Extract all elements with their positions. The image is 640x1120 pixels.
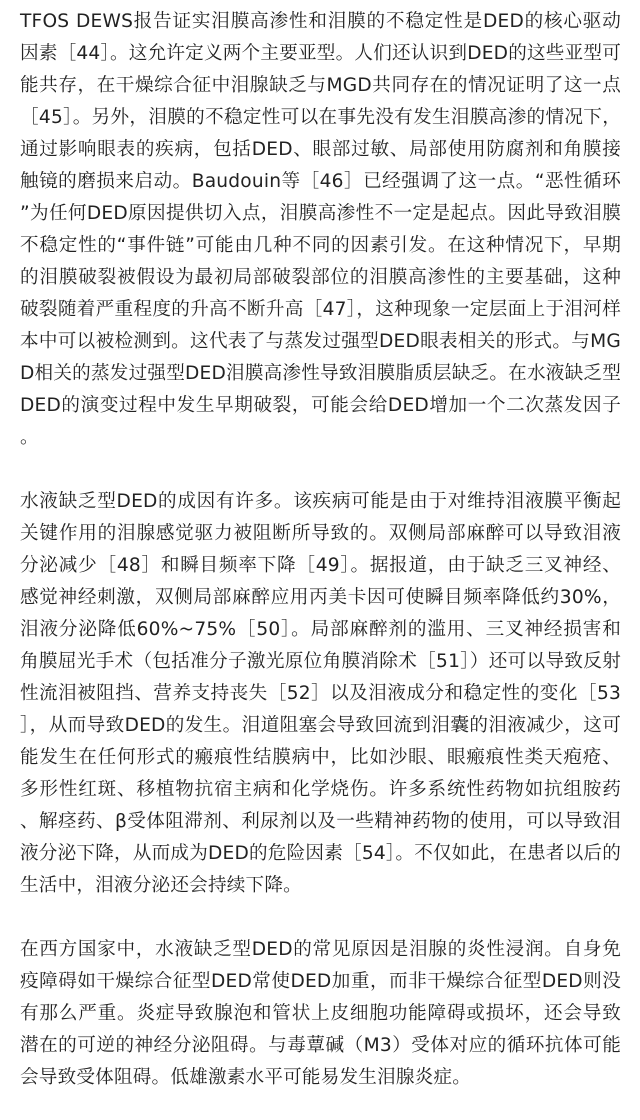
paragraph-aqueous-deficient-causes: 水液缺乏型DED的成因有许多。该疾病可能是由于对维持泪液膜平衡起关键作用的泪腺感觉驱力被阻断所导致的。双侧局部麻醉可以导致泪液分泌减少［48］和瞬目频率下降［49］。据报道，由于缺乏三叉神经、感觉神经刺激，双侧局部麻醉应用丙美卡因可使瞬目频率降低约30%，泪液分泌降低60%~75%［50］。局部麻醉剂的滥用、三叉神经损害和角膜屈光手术（包括准分子激光原位角膜消除术［51］）还可以导致反射性流泪被阻挡、营养支持丧失［52］以及泪液成分和稳定性的变化［53］，从而导致DED的发生。泪道阻塞会导致回流到泪囊的泪液减少，这可能发生在任何形式的瘢痕性结膜病中，比如沙眼、眼瘢痕性类天疱疮、多形性红斑、移植物抗宿主病和化学烧伤。许多系统性药物如抗组胺药、解痉药、β受体阻滞剂、利尿剂以及一些精神药物的使用，可以导致泪液分泌下降，从而成为DED的危险因素［54］。不仅如此，在患者以后的生活中，泪液分泌还会持续下降。 xyxy=(20,491,621,896)
paragraph-lacrimal-inflammation: 在西方国家中，水液缺乏型DED的常见原因是泪腺的炎性浸润。自身免疫障碍如干燥综合征型DED常使DED加重，而非干燥综合征型DED则没有那么严重。炎症导致腺泡和管状上皮细胞功能障碍或损坏，还会导致潜在的可逆的神经分泌阻碍。与毒蕈碱（M3）受体对应的循环抗体可能会导致受体阻碍。低雄激素水平可能易发生泪腺炎症。 xyxy=(20,939,621,1088)
paragraph-tear-film-hyperosmolarity: TFOS DEWS报告证实泪膜高渗性和泪膜的不稳定性是DED的核心驱动因素［44］。这允许定义两个主要亚型。人们还认识到DED的这些亚型可能共存，在干燥综合征中泪腺缺乏与MGD共同存在的情况证明了这一点［45］。另外，泪膜的不稳定性可以在事先没有发生泪膜高渗的情况下，通过影响眼表的疾病，包括DED、眼部过敏、局部使用防腐剂和角膜接触镜的磨损来启动。Baudouin等［46］已经强调了这一点。“恶性循环”为任何DED原因提供切入点，泪膜高渗性不一定是起点。因此导致泪膜不稳定性的“事件链”可能由几种不同的因素引发。在这种情况下，早期的泪膜破裂被假设为最初局部破裂部位的泪膜高渗性的主要基础，这种破裂随着严重程度的升高不断升高［47］，这种现象一定层面上于泪河样本中可以被检测到。这代表了与蒸发过强型DED眼表相关的形式。与MGD相关的蒸发过强型DED泪膜高渗性导致泪膜脂质层缺乏。在水液缺乏型DED的演变过程中发生早期破裂，可能会给DED增加一个二次蒸发因子。 xyxy=(20,11,621,448)
